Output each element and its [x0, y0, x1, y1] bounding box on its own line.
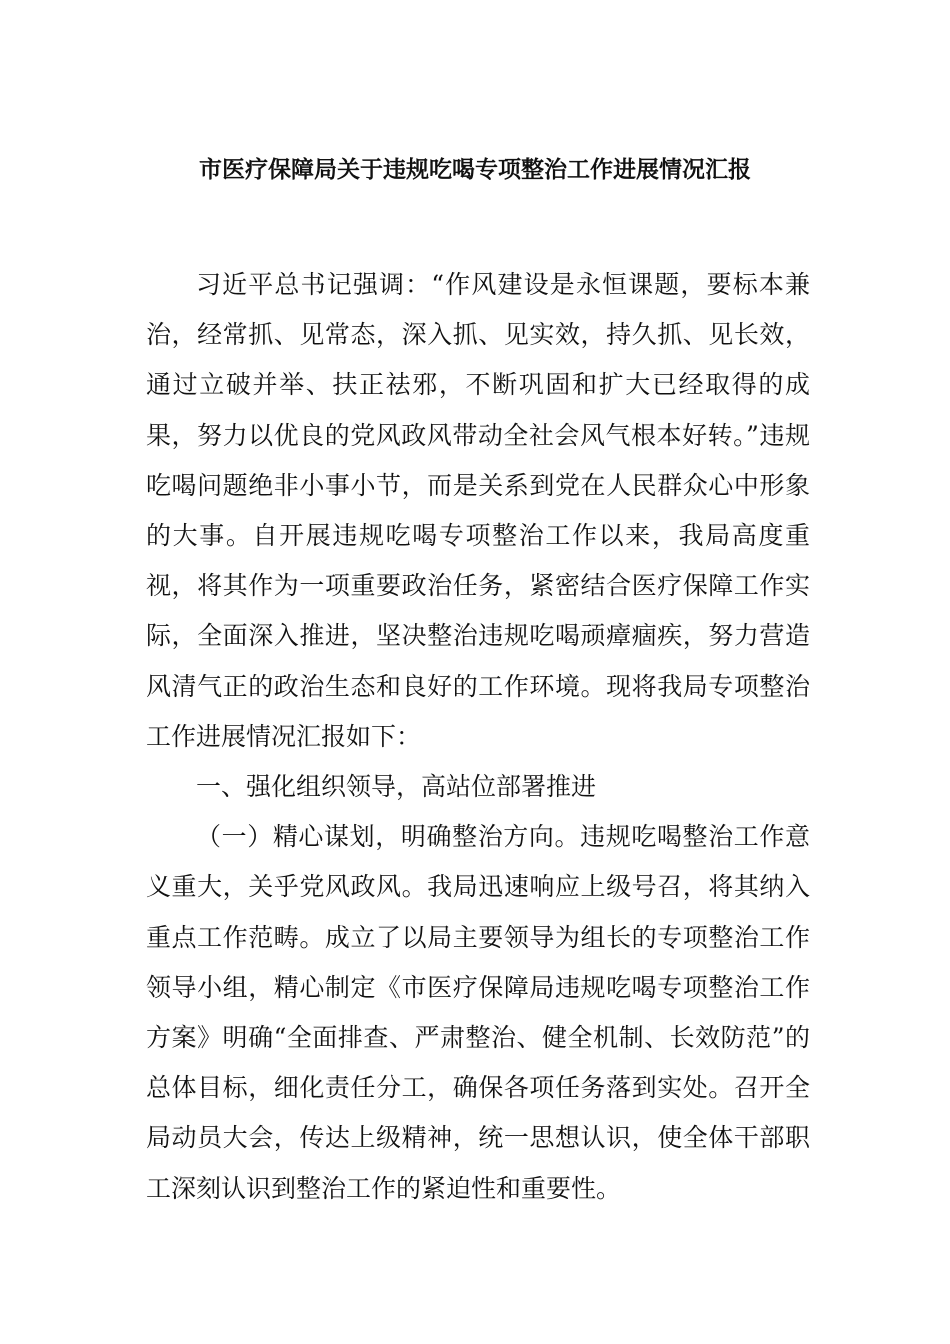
document-title: 市医疗保障局关于违规吃喝专项整治工作进展情况汇报	[199, 156, 751, 183]
document-body	[146, 260, 810, 1214]
section-heading-1: 一、强化组织领导，高站位部署推进	[196, 772, 597, 802]
paragraph-intro: 习近平总书记强调：“作风建设是永恒课题，要标本兼治，经常抓、见常态，深入抓、见实效，持久抓、见长效，通过立破并举、扶正祛邪，不断巩固和扩大已经取得的成果，努力以优良的党风政风带动全社会风气根本好转。”违规吃喝问题绝非小事小节，而是关系到党在人民群众心中形象的大事。自开展违规吃喝专项整治工作以来，我局高度重视，将其作为一项重要政治任务，紧密结合医疗保障工作实际，全面深入推进，坚决整治违规吃喝顽瘴痼疾，努力营造风清气正的政治生态和良好的工作环境。现将我局专项整治工作进展情况汇报如下：	[146, 270, 810, 751]
paragraph-subsection-1: （一）精心谋划，明确整治方向。违规吃喝整治工作意义重大，关乎党风政风。我局迅速响应上级号召，将其纳入重点工作范畴。成立了以局主要领导为组长的专项整治工作领导小组，精心制定《市医疗保障局违规吃喝专项整治工作方案》明确“全面排查、严肃整治、健全机制、长效防范”的总体目标，细化责任分工，确保各项任务落到实处。召开全局动员大会，传达上级精神，统一思想认识，使全体干部职工深刻认识到整治工作的紧迫性和重要性。	[146, 822, 810, 1203]
